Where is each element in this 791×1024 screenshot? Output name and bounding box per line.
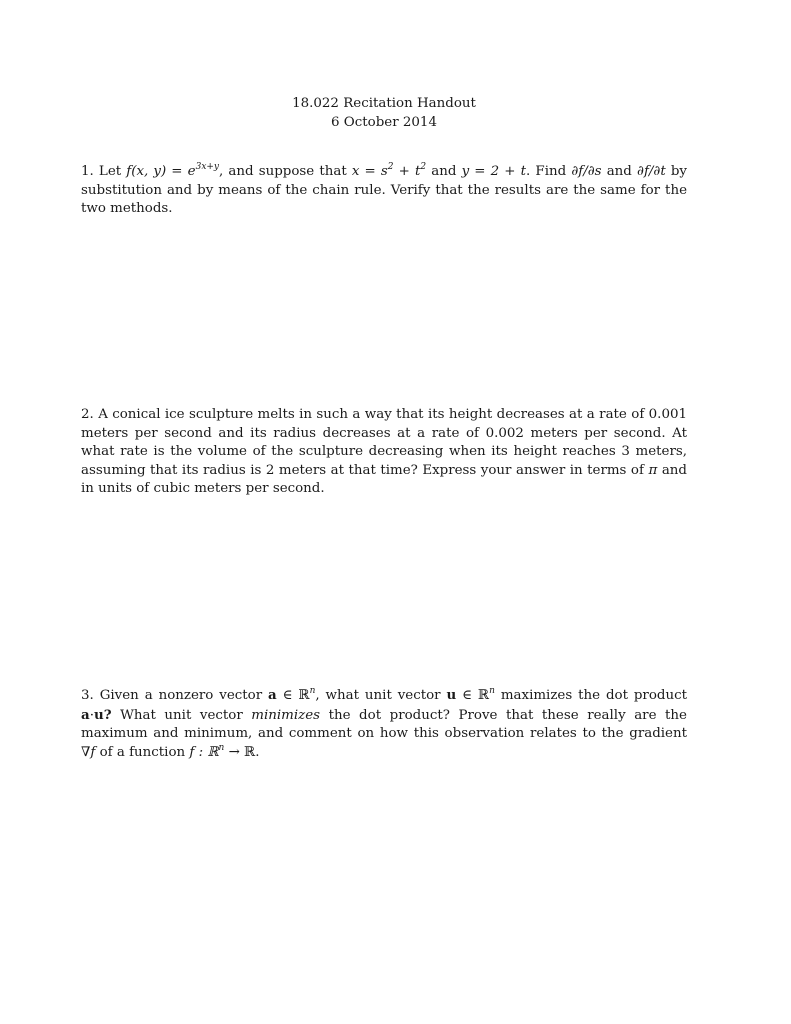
- problem-number: 3.: [81, 688, 94, 703]
- math-in-rn: ∈ ℝ$^n$: [462, 686, 495, 703]
- problem-text: and: [431, 164, 457, 179]
- problem-text: .: [255, 744, 260, 760]
- problem-1: [81, 163, 687, 219]
- math-x-def: $x = s^2 + t^2$: [351, 162, 427, 179]
- math-dot-product: a·u?: [81, 706, 112, 723]
- problem-text: A conical ice sculpture melts in such a way that its height decreases at a rate of 0.001 meters per second and its radius decreases at a rate of 0.002 meters per second. At what rate is the volume of the sculpture decreasing when its height reaches 3 meters, assuming that its radius is 2 meters at that time? Express your answer in terms of: [81, 407, 687, 478]
- problem-text: , what unit vector: [315, 688, 441, 703]
- problem-text: and: [606, 164, 632, 179]
- problem-text: of a function: [99, 744, 186, 760]
- math-function-signature: f : ℝ$^n$ → ℝ: [189, 742, 256, 760]
- math-fxy: f(x, $y) = e^{3x+y}$: [126, 162, 220, 179]
- handout-title: 18.022 Recitation Handout: [292, 96, 476, 111]
- problem-text: Let: [98, 164, 122, 179]
- problem-3: [81, 686, 687, 762]
- math-pi: π: [648, 462, 658, 478]
- emphasis-minimizes: minimizes: [251, 707, 321, 723]
- problem-text: maximizes the dot product: [500, 688, 687, 703]
- problem-2: [81, 406, 687, 499]
- math-gradient: ∇f: [81, 744, 96, 760]
- exponent: 3x+y: [195, 162, 220, 172]
- handout-date: 6 October 2014: [331, 115, 437, 130]
- math-y-def: y = 2 + t: [461, 164, 527, 179]
- problem-text: , and suppose that: [219, 164, 347, 179]
- problem-text: by substitution and by means of the chain rule. Verify that the results are the same for the two methods.: [81, 164, 687, 217]
- problem-text: . Find: [526, 164, 567, 179]
- problem-number: 1.: [81, 164, 94, 179]
- problem-text: Given a nonzero vector: [99, 688, 263, 703]
- math-in-rn: ∈ ℝ$^n$: [282, 686, 316, 703]
- problem-text: What unit vector: [120, 707, 243, 723]
- math-df-ds: ∂f/∂s: [571, 164, 602, 179]
- math-vec-u: u: [446, 687, 457, 703]
- math-vec-a: a: [268, 687, 277, 703]
- math-df-dt: ∂f/∂t: [637, 164, 666, 179]
- problem-text: the dot product? Prove that these really are the maximum and minimum, and comment on how this observation relates to the gradient: [81, 707, 687, 742]
- handout-header: [0, 94, 768, 132]
- problem-number: 2.: [81, 407, 94, 422]
- problem-text: and in units of cubic meters per second.: [81, 462, 687, 497]
